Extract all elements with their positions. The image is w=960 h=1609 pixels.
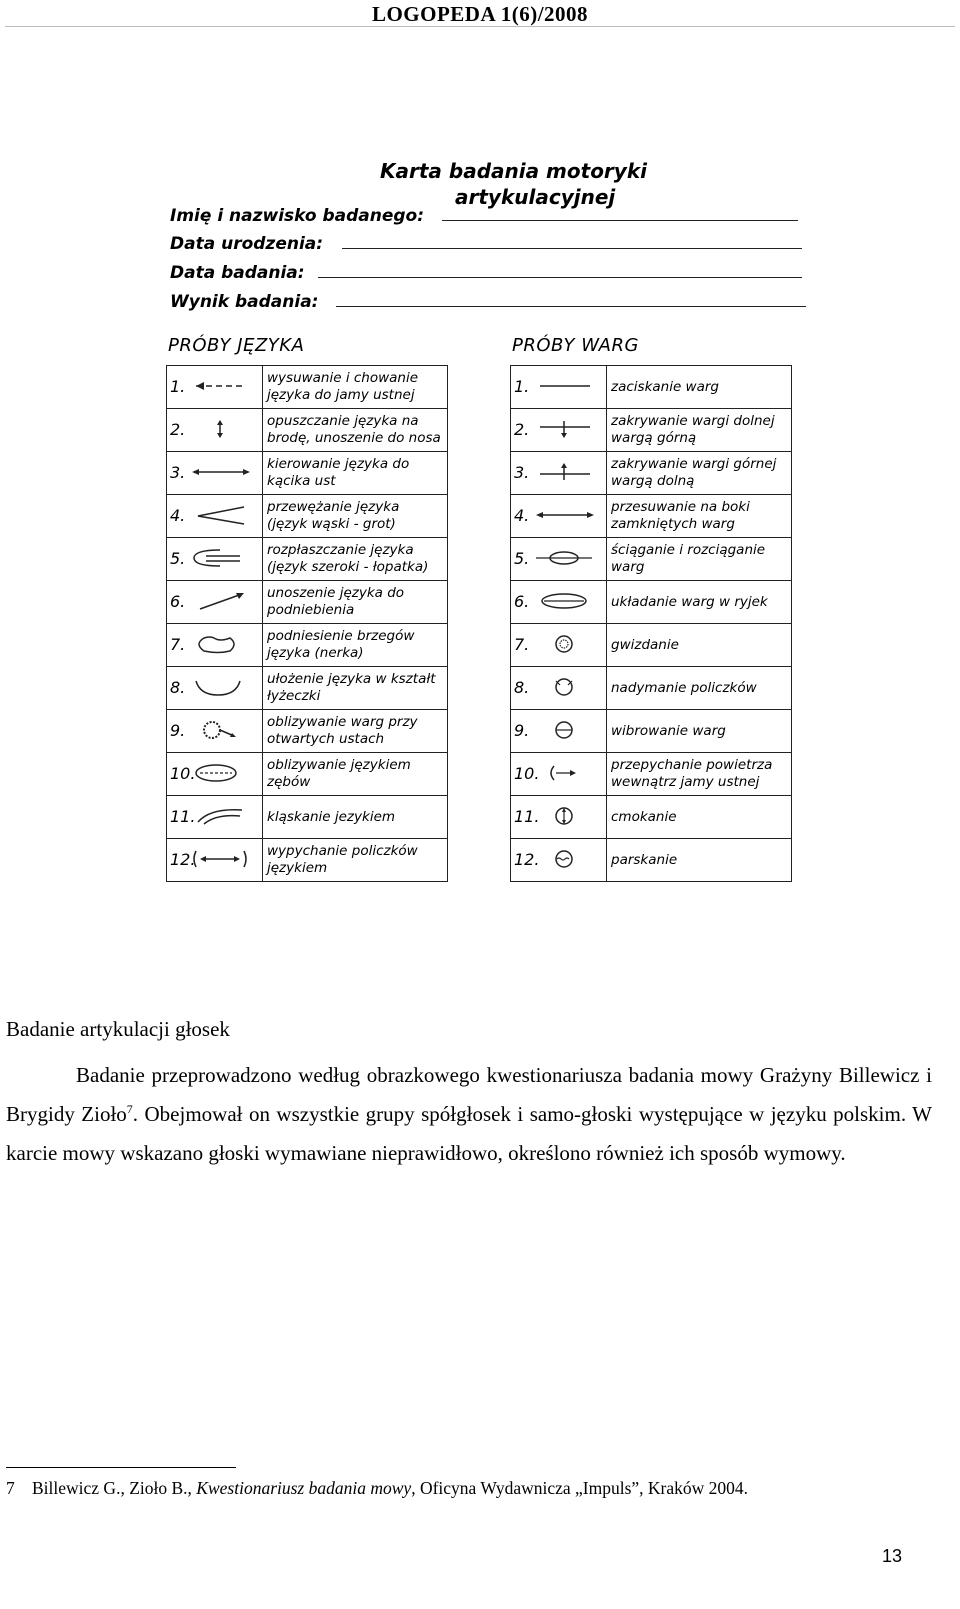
air-push-icon <box>534 763 596 786</box>
diagonal-arrow-icon <box>190 591 252 614</box>
body-paragraph: Badanie przeprowadzono według obrazkowego kwestionariusza badania mowy Grażyny Billewicz i Brygidy Zioło$^7$. Obejmował on wszystkie grupy spółgłosek i samo-głoski występujące w języku polskim. W karcie mowy wskazano głoski wymawiane nieprawidłowo, określono również ich sposób wymowy. <box>6 1063 932 1165</box>
lips-row <box>511 581 792 624</box>
tongue-probe-number: 2. <box>170 419 186 439</box>
kidney-shape-icon <box>190 634 252 657</box>
tongue-probe-description: podniesienie brzegów języka (nerka) <box>263 624 448 667</box>
lips-row <box>511 753 792 796</box>
lip-stretch-icon <box>534 548 596 571</box>
tongue-probe-description: kląskanie jezykiem <box>263 796 448 839</box>
lips-row <box>511 409 792 452</box>
tongue-probe-number: 1. <box>170 376 186 396</box>
tongue-probe-number: 5. <box>170 548 186 568</box>
tongue-probe-cell <box>167 710 263 753</box>
lips-probe-description: gwizdanie <box>607 624 792 667</box>
vertical-double-arrow-icon <box>190 419 252 442</box>
lips-row <box>511 538 792 581</box>
lips-probe-cell <box>511 409 607 452</box>
lip-press-icon <box>534 376 596 399</box>
lips-row <box>511 796 792 839</box>
card-title-line2: artykulacyjnej <box>455 185 616 209</box>
lips-probe-cell <box>511 581 607 624</box>
tongue-probe-description: wysuwanie i chowanie języka do jamy ustnej <box>263 366 448 409</box>
tongue-row <box>167 667 448 710</box>
lips-probe-cell <box>511 753 607 796</box>
lips-probe-description: zakrywanie wargi dolnej wargą górną <box>607 409 792 452</box>
tongue-probe-number: 6. <box>170 591 186 611</box>
lips-probe-number: 11. <box>514 806 540 826</box>
lips-row <box>511 452 792 495</box>
tongue-probe-cell <box>167 839 263 882</box>
lips-probe-number: 7. <box>514 634 530 654</box>
circular-lick-icon <box>190 720 252 743</box>
lips-row <box>511 839 792 882</box>
tongue-row <box>167 495 448 538</box>
field-exam-date: Data badania: <box>170 263 305 283</box>
field-birthdate: Data urodzenia: <box>170 234 323 254</box>
footnote-rule <box>6 1467 236 1468</box>
snort-icon <box>534 849 596 872</box>
horizontal-double-arrow-icon <box>190 462 252 485</box>
teeth-lick-icon <box>190 763 252 786</box>
lips-heading: PRÓBY WARG <box>512 335 639 356</box>
tongue-probe-description: przewężanie języka (język wąski - grot) <box>263 495 448 538</box>
lips-probe-cell <box>511 538 607 581</box>
lips-probe-description: cmokanie <box>607 796 792 839</box>
tongue-row <box>167 839 448 882</box>
lips-probe-description: parskanie <box>607 839 792 882</box>
tongue-probe-cell <box>167 581 263 624</box>
footnote: 7 Billewicz G., Zioło B., Kwestionariusz badania mowy, Oficyna Wydawnicza „Impuls”, Kraków 2004. <box>6 1478 749 1498</box>
tongue-row <box>167 409 448 452</box>
field-result: Wynik badania: <box>170 292 318 312</box>
cheek-puff-icon <box>534 677 596 700</box>
lips-probe-description: ściąganie i rozciąganie warg <box>607 538 792 581</box>
lips-row <box>511 710 792 753</box>
lips-row <box>511 624 792 667</box>
lips-probe-description: wibrowanie warg <box>607 710 792 753</box>
lips-probe-description: układanie warg w ryjek <box>607 581 792 624</box>
tongue-probe-cell <box>167 452 263 495</box>
tongue-probe-number: 12. <box>170 849 196 869</box>
tongue-probe-cell <box>167 538 263 581</box>
lips-probe-description: zaciskanie warg <box>607 366 792 409</box>
click-tongue-icon <box>190 806 252 829</box>
tongue-row <box>167 538 448 581</box>
field-name: Imię i nazwisko badanego: <box>170 206 424 226</box>
tongue-row <box>167 796 448 839</box>
tongue-probe-number: 9. <box>170 720 186 740</box>
tongue-probe-description: rozpłaszczanie języka (język szeroki - łopatka) <box>263 538 448 581</box>
lips-probe-number: 3. <box>514 462 530 482</box>
tongue-probe-cell <box>167 624 263 667</box>
lips-probe-number: 2. <box>514 419 530 439</box>
section-heading: Badanie artykulacji głosek <box>6 1017 230 1041</box>
lips-probe-description: zakrywanie wargi górnej wargą dolną <box>607 452 792 495</box>
whistle-icon <box>534 634 596 657</box>
narrow-tongue-icon <box>190 505 252 528</box>
card-scan <box>160 150 840 930</box>
tongue-probe-cell <box>167 495 263 538</box>
lips-probe-number: 6. <box>514 591 530 611</box>
card-title-line1: Karta badania motoryki <box>380 159 647 183</box>
lips-probe-cell <box>511 366 607 409</box>
lips-row <box>511 495 792 538</box>
tongue-heading: PRÓBY JĘZYKA <box>168 335 305 356</box>
tongue-probe-description: kierowanie języka do kącika ust <box>263 452 448 495</box>
tongue-probe-number: 4. <box>170 505 186 525</box>
tongue-probe-description: ułożenie języka w kształt łyżeczki <box>263 667 448 710</box>
tongue-row <box>167 710 448 753</box>
tongue-probe-cell <box>167 753 263 796</box>
tongue-probe-cell <box>167 667 263 710</box>
tongue-probe-description: oblizywanie językiem zębów <box>263 753 448 796</box>
lips-probe-cell <box>511 839 607 882</box>
tongue-row <box>167 366 448 409</box>
lips-table <box>510 365 792 882</box>
dashed-arrow-left-icon <box>190 376 252 399</box>
lip-vibrate-icon <box>534 720 596 743</box>
tongue-probe-cell <box>167 796 263 839</box>
lips-probe-description: nadymanie policzków <box>607 667 792 710</box>
lips-probe-number: 9. <box>514 720 530 740</box>
lip-side-move-icon <box>534 505 596 528</box>
lips-probe-number: 12. <box>514 849 540 869</box>
lips-probe-cell <box>511 667 607 710</box>
tongue-probe-cell <box>167 409 263 452</box>
lips-probe-cell <box>511 796 607 839</box>
lips-probe-cell <box>511 495 607 538</box>
tongue-row <box>167 581 448 624</box>
tongue-row <box>167 452 448 495</box>
tongue-probe-number: 8. <box>170 677 186 697</box>
lips-probe-number: 8. <box>514 677 530 697</box>
lips-probe-cell <box>511 624 607 667</box>
lips-probe-number: 5. <box>514 548 530 568</box>
tongue-probe-number: 3. <box>170 462 186 482</box>
lips-probe-number: 1. <box>514 376 530 396</box>
spoon-shape-icon <box>190 677 252 700</box>
tongue-table <box>166 365 448 882</box>
lips-probe-number: 10. <box>514 763 540 783</box>
tongue-probe-cell <box>167 366 263 409</box>
card-title <box>380 158 647 210</box>
tongue-probe-description: unoszenie języka do podniebienia <box>263 581 448 624</box>
upper-lip-cover-icon <box>534 419 596 442</box>
tongue-probe-number: 11. <box>170 806 196 826</box>
tongue-row <box>167 624 448 667</box>
lower-lip-cover-icon <box>534 462 596 485</box>
tube-lips-icon <box>534 591 596 614</box>
page-number: 13 <box>881 1546 902 1566</box>
tongue-probe-description: wypychanie policzków językiem <box>263 839 448 882</box>
tongue-probe-number: 10. <box>170 763 196 783</box>
journal-header: LOGOPEDA 1(6)/2008 <box>371 2 589 26</box>
lips-probe-number: 4. <box>514 505 530 525</box>
tongue-row <box>167 753 448 796</box>
cheek-push-icon <box>190 849 252 872</box>
wide-tongue-icon <box>190 548 252 571</box>
tongue-probe-description: oblizywanie warg przy otwartych ustach <box>263 710 448 753</box>
lips-probe-cell <box>511 452 607 495</box>
lips-row <box>511 667 792 710</box>
lips-probe-description: przepychanie powietrza wewnątrz jamy ustnej <box>607 753 792 796</box>
smack-icon <box>534 806 596 829</box>
lips-probe-cell <box>511 710 607 753</box>
footnote-ref[interactable]: 7 <box>126 1102 133 1116</box>
header-rule <box>5 26 955 27</box>
lips-row <box>511 366 792 409</box>
lips-probe-description: przesuwanie na boki zamkniętych warg <box>607 495 792 538</box>
tongue-probe-number: 7. <box>170 634 186 654</box>
tongue-probe-description: opuszczanie języka na brodę, unoszenie do nosa <box>263 409 448 452</box>
